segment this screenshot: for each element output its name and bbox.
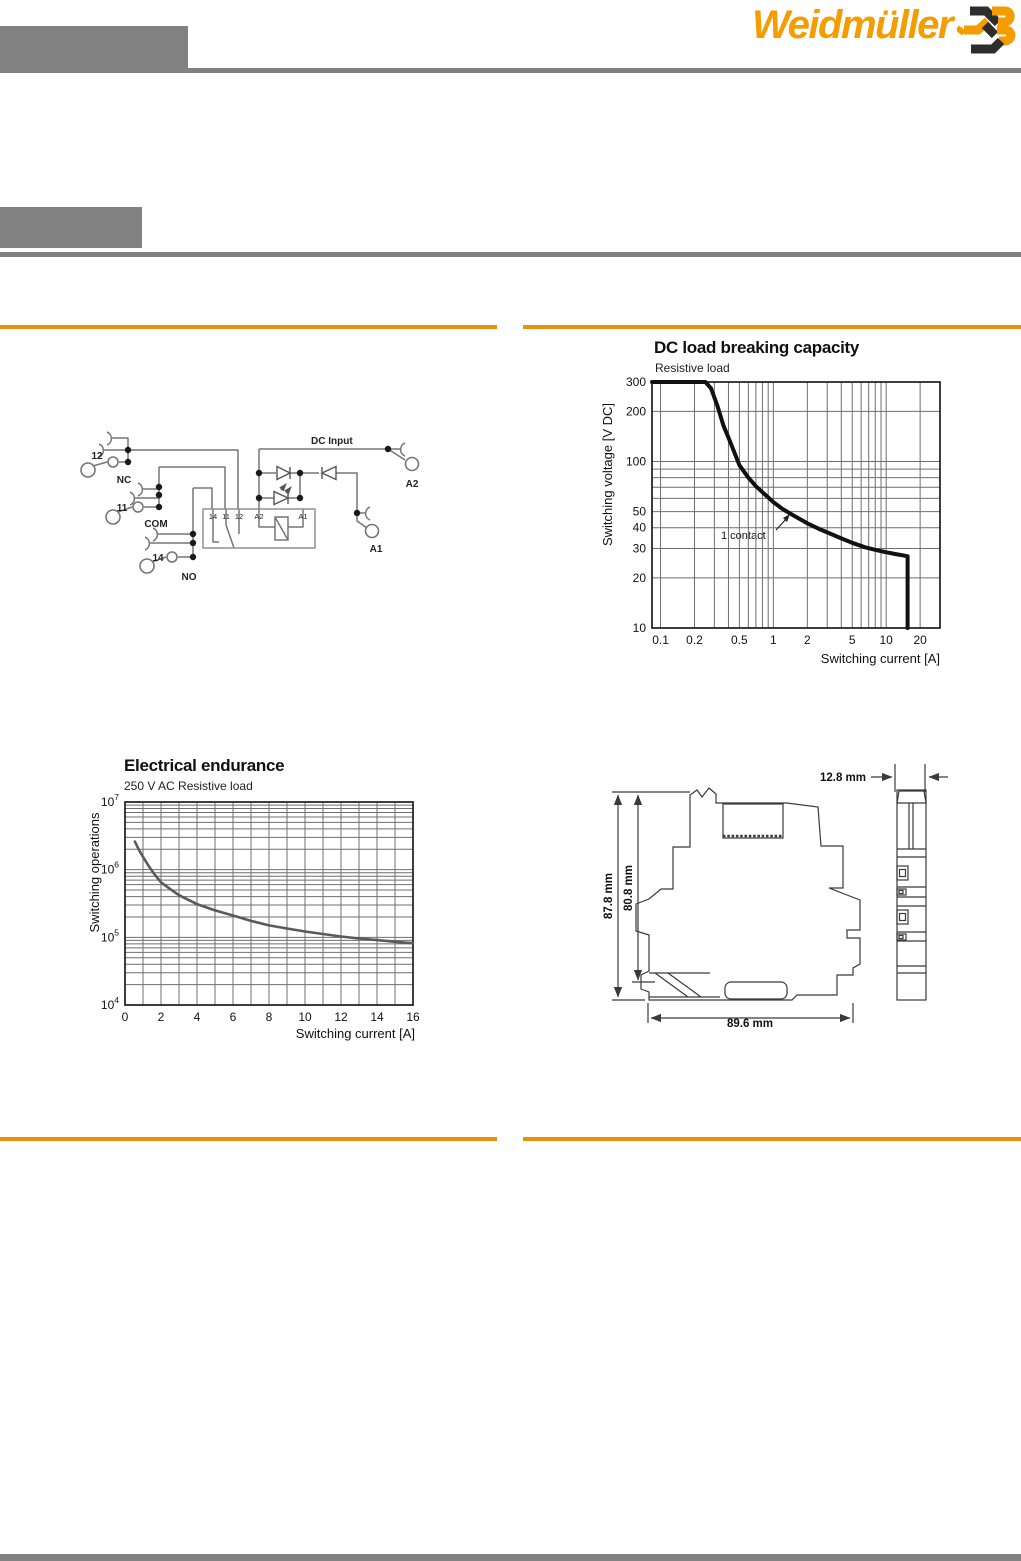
- svg-text:14: 14: [370, 1010, 384, 1024]
- connector-block: [723, 804, 783, 838]
- chart1-dc-load-breaking-capacity: [626, 375, 940, 647]
- svg-text:10: 10: [879, 633, 893, 647]
- dimension-drawing: [603, 764, 948, 1030]
- svg-text:20: 20: [632, 570, 646, 585]
- svg-text:40: 40: [632, 520, 646, 535]
- terminal-11-inner: [133, 502, 143, 512]
- svg-text:5: 5: [848, 633, 856, 647]
- svg-text:2: 2: [157, 1010, 165, 1024]
- circuit-label: A1: [369, 544, 383, 555]
- chart1-subtitle: Resistive load: [655, 361, 730, 375]
- svg-text:107: $10^7$: [100, 792, 119, 809]
- svg-text:20: 20: [913, 633, 927, 647]
- chart2-electrical-endurance: [101, 792, 420, 1024]
- chart1-annotation-1-contact: 1 contact: [721, 530, 766, 542]
- terminal-12-outer: [81, 463, 95, 477]
- chart1-y-axis-label: Switching voltage [V DC]: [600, 402, 615, 547]
- dim-height-inner: 80.8 mm: [623, 864, 635, 912]
- svg-text:0.5: 0.5: [731, 633, 748, 647]
- weidmueller-logo-wordmark: Weidmüller: [752, 3, 952, 47]
- diode-icon: [277, 467, 290, 480]
- svg-text:104: $10^4$: [100, 995, 119, 1012]
- svg-text:12: 12: [334, 1010, 348, 1024]
- svg-text:8: 8: [265, 1010, 273, 1024]
- dim-width-bottom: 89.6 mm: [726, 1018, 774, 1030]
- terminal-14-inner: [167, 552, 177, 562]
- circuit-label: 14: [152, 553, 164, 564]
- circuit-label: NO: [181, 572, 197, 583]
- circuit-label: A2: [405, 479, 419, 490]
- terminal-a1: [366, 525, 379, 538]
- dim-width-front: 12.8 mm: [819, 772, 866, 784]
- series-diode-icon: [322, 467, 336, 480]
- svg-text:50: 50: [632, 504, 646, 519]
- svg-text:100: 100: [625, 454, 646, 469]
- relay-front-view: [897, 790, 926, 1000]
- led-icon: [274, 492, 288, 505]
- circuit-label: 11: [116, 503, 128, 514]
- svg-text:10: 10: [632, 621, 646, 635]
- svg-text:4: 4: [193, 1010, 201, 1024]
- chart2-x-axis-label: Switching current [A]: [295, 1026, 415, 1041]
- relay-side-view-outline: [636, 788, 860, 1000]
- terminal-a2: [406, 458, 419, 471]
- circuit-label: A1: [298, 512, 308, 521]
- svg-text:106: $10^6$: [100, 859, 119, 877]
- terminal-12-inner: [108, 457, 118, 467]
- circuit-label: 14: [208, 512, 218, 521]
- svg-text:300: 300: [625, 375, 646, 389]
- din-rail-slot: [725, 982, 787, 999]
- svg-text:2: 2: [803, 633, 811, 647]
- dim-height-outer: 87.8 mm: [603, 872, 615, 920]
- svg-text:30: 30: [632, 541, 646, 556]
- circuit-label: 12: [91, 451, 103, 462]
- svg-text:0: 0: [121, 1010, 129, 1024]
- circuit-label: 11: [222, 512, 230, 521]
- circuit-label: NC: [116, 475, 132, 486]
- chart2-subtitle: 250 V AC Resistive load: [124, 779, 253, 793]
- svg-text:10: 10: [298, 1010, 312, 1024]
- circuit-label: DC Input: [311, 436, 353, 447]
- relay-circuit-diagram: [81, 432, 419, 583]
- chart1-x-axis-label: Switching current [A]: [820, 651, 940, 666]
- svg-text:16: 16: [406, 1010, 420, 1024]
- svg-text:0.1: 0.1: [652, 633, 669, 647]
- svg-text:1: 1: [770, 633, 777, 647]
- svg-text:105: $10^5$: [100, 927, 119, 945]
- circuit-label: COM: [144, 519, 168, 530]
- circuit-label: A2: [254, 512, 264, 521]
- svg-text:6: 6: [229, 1010, 237, 1024]
- svg-text:0.2: 0.2: [686, 633, 703, 647]
- circuit-label: 12: [234, 512, 244, 521]
- svg-text:200: 200: [625, 404, 646, 419]
- chart2-y-axis-label: Switching operations: [87, 812, 102, 933]
- chart1-title: DC load breaking capacity: [654, 338, 860, 357]
- chart2-title: Electrical endurance: [124, 756, 285, 775]
